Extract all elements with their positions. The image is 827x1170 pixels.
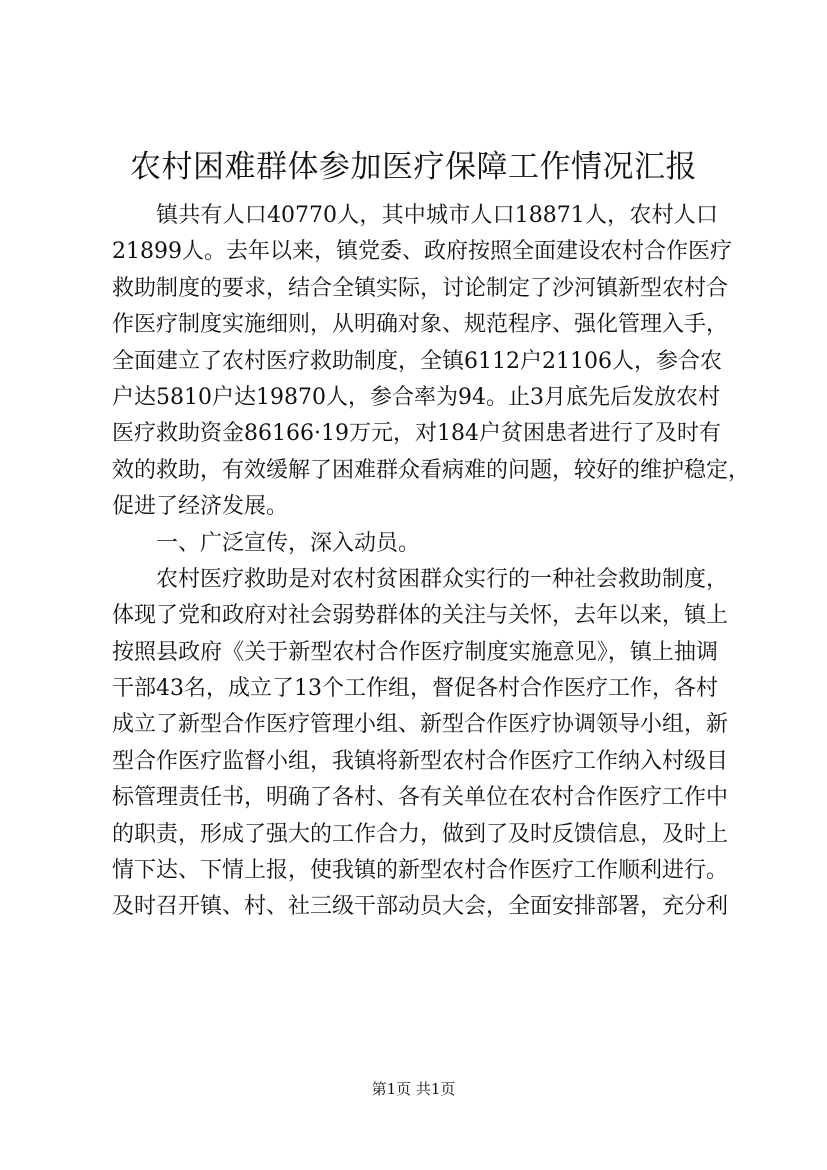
paragraph-line: 21899人。去年以来，镇党委、政府按照全面建设农村合作医疗 [112, 239, 732, 265]
paragraph-line: 镇共有人口40770人，其中城市人口18871人，农村人口 [156, 203, 718, 228]
paragraph-line: 体现了党和政府对社会弱势群体的关注与关怀，去年以来，镇上 [112, 603, 729, 629]
paragraph-line: 农村医疗救助是对农村贫困群众实行的一种社会救助制度， [156, 566, 729, 592]
paragraph-line: 促进了经济发展。 [112, 494, 289, 520]
document-title: 农村困难群体参加医疗保障工作情况汇报 [130, 149, 697, 185]
paragraph-line: 按照县政府《关于新型农村合作医疗制度实施意见》，镇上抽调 [112, 639, 718, 665]
paragraph-line: 户达5810户达19870人，参合率为94。止3月底先后发放农村 [112, 384, 720, 410]
paragraph-line: 型合作医疗监督小组，我镇将新型农村合作医疗工作纳入村级目 [112, 748, 729, 774]
paragraph-line: 成立了新型合作医疗管理小组、新型合作医疗协调领导小组，新 [112, 712, 729, 738]
paragraph-line: 干部43名，成立了13个工作组，督促各村合作医疗工作，各村 [112, 676, 718, 702]
section-heading: 一、广泛宣传，深入动员。 [156, 530, 421, 556]
paragraph-line: 效的救助，有效缓解了困难群众看病难的问题，较好的维护稳定， [112, 457, 751, 483]
paragraph-line: 的职责，形成了强大的工作合力，做到了及时反馈信息，及时上 [112, 821, 729, 847]
paragraph-line: 标管理责任书，明确了各村、各有关单位在农村合作医疗工作中 [112, 785, 729, 811]
page-footer: 第1页 共1页 [371, 1080, 456, 1098]
paragraph-line: 全面建立了农村医疗救助制度，全镇6112户21106人，参合农 [112, 348, 722, 374]
document-body [112, 198, 751, 926]
paragraph-line: 作医疗制度实施细则，从明确对象、规范程序、强化管理入手， [112, 312, 729, 338]
paragraph-line: 及时召开镇、村、社三级干部动员大会，全面安排部署，充分利 [112, 894, 729, 920]
paragraph-line: 救助制度的要求，结合全镇实际，讨论制定了沙河镇新型农村合 [112, 275, 729, 301]
paragraph-line: 医疗救助资金86166·19万元，对184户贫困患者进行了及时有 [112, 421, 721, 447]
paragraph-line: 情下达、下情上报，使我镇的新型农村合作医疗工作顺利进行。 [112, 858, 729, 884]
